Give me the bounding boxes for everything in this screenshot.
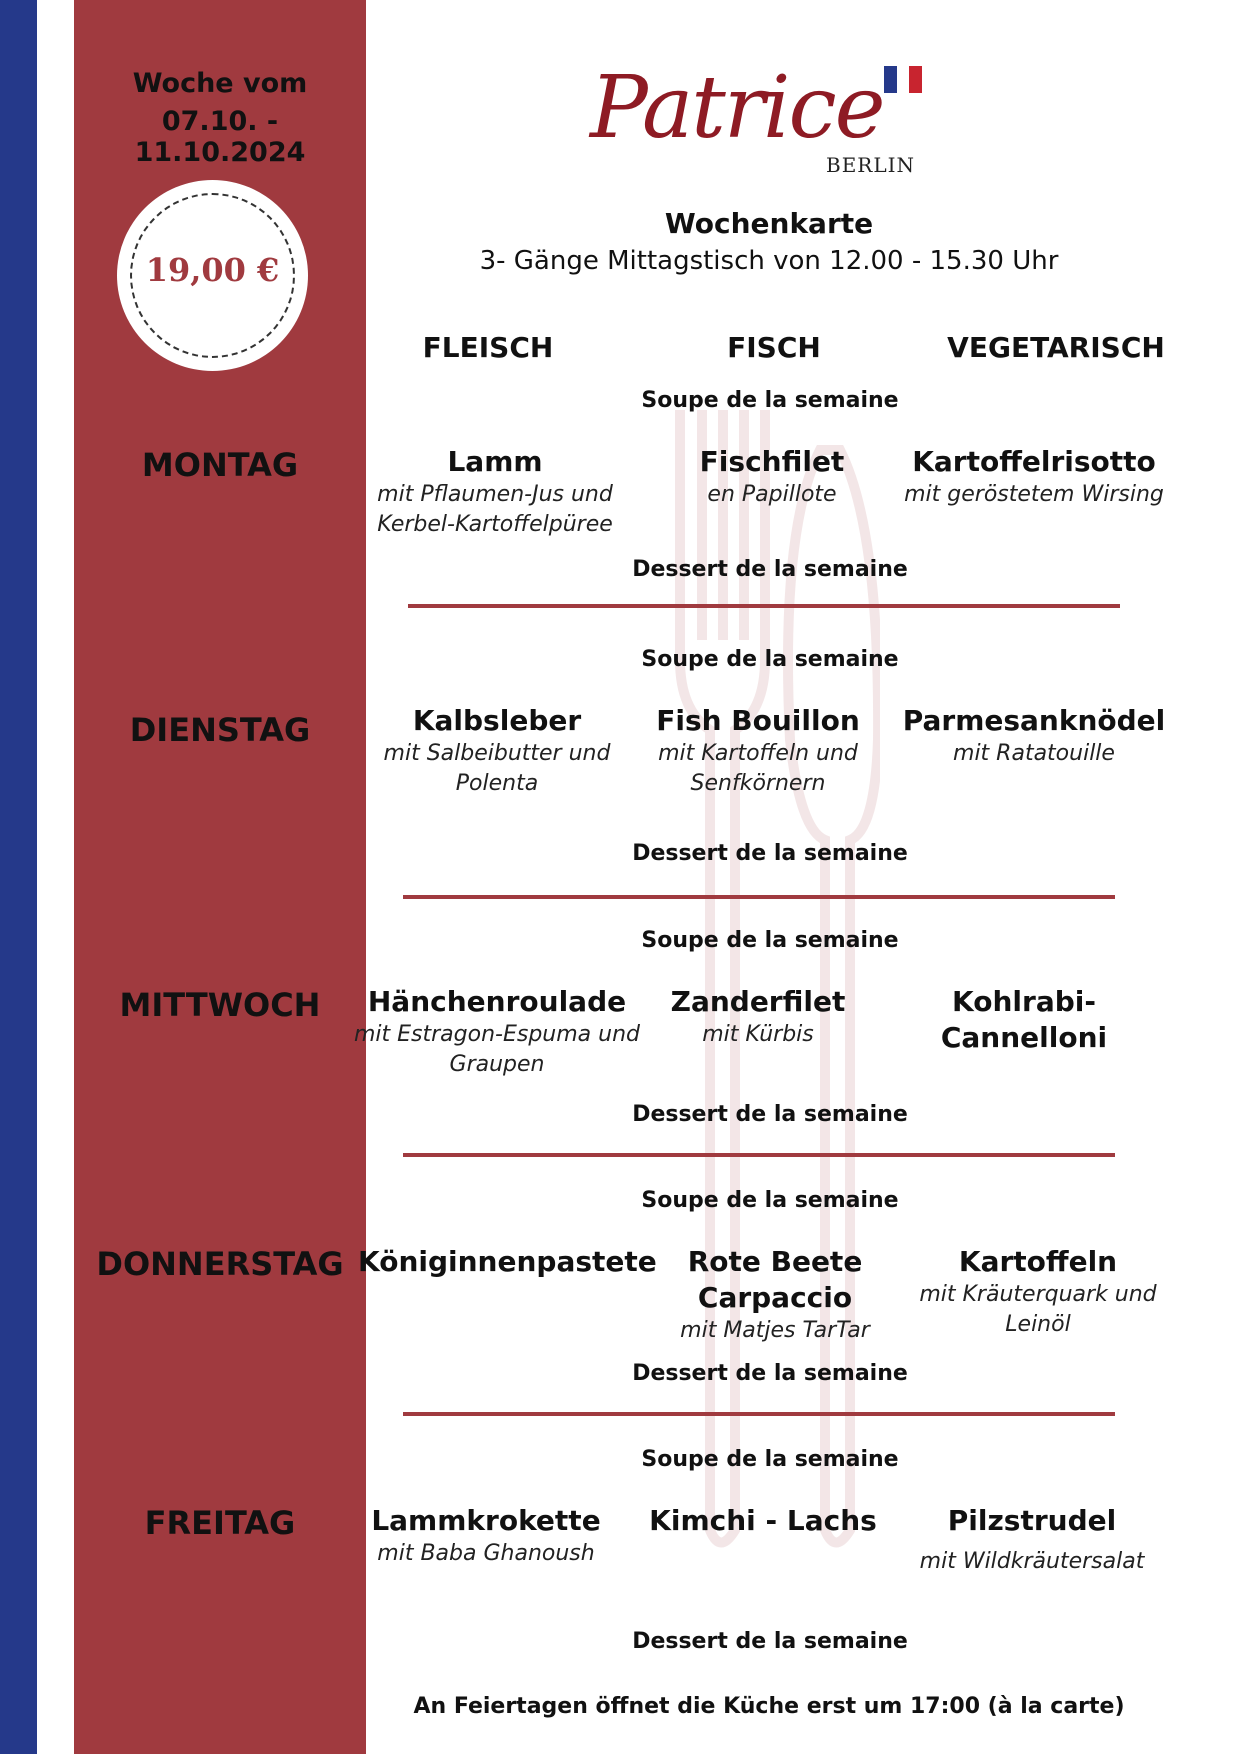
dish-description: mit Estragon-Espuma und Graupen [353, 1022, 640, 1077]
day-divider [403, 1153, 1115, 1157]
dish-meat [352, 703, 642, 799]
french-flag-icon [884, 66, 922, 93]
dish-vegetarian [872, 984, 1176, 1056]
dish-fish [630, 1244, 920, 1346]
day-divider [403, 1412, 1115, 1416]
dish-fish [618, 1503, 908, 1539]
blue-stripe [0, 0, 37, 1754]
page-subtitle: 3- Gänge Mittagstisch von 12.00 - 15.30 Uhr [479, 246, 1059, 276]
day-divider [408, 604, 1120, 608]
dish-description: en Papillote [707, 482, 837, 507]
holiday-notice: An Feiertagen öffnet die Küche erst um 17:00 (à la carte) [413, 1694, 1125, 1719]
category-fish: FISCH [727, 331, 821, 364]
dessert-label: Dessert de la semaine [632, 1629, 908, 1654]
day-divider [403, 895, 1115, 899]
dish-name: Lamm [447, 445, 543, 478]
dish-description: mit Matjes TarTar [680, 1318, 870, 1343]
dish-name: Parmesanknödel [902, 704, 1166, 737]
dish-description: mit geröstetem Wirsing [904, 482, 1164, 507]
dish-meat [350, 444, 640, 540]
dish-description: mit Kräuterquark und Leinöl [919, 1282, 1157, 1337]
day-label: MONTAG [141, 446, 299, 484]
price-badge [120, 183, 305, 368]
dish-meat [352, 984, 642, 1080]
dish-name: Fischfilet [699, 445, 845, 478]
dish-description: mit Baba Ghanoush [377, 1541, 595, 1566]
dish-vegetarian [893, 1244, 1183, 1340]
dish-name: Kartoffeln [958, 1245, 1118, 1278]
dish-vegetarian [884, 703, 1184, 769]
dish-name: Hänchenroulade [367, 985, 627, 1018]
dessert-label: Dessert de la semaine [632, 1102, 908, 1127]
dish-name: Pilzstrudel [947, 1504, 1117, 1537]
dish-name: Zanderfilet [670, 985, 846, 1018]
dish-name: Königinnenpastete [358, 1245, 657, 1278]
dish-name: Kimchi - Lachs [649, 1504, 877, 1537]
dish-meat [358, 1244, 657, 1280]
day-label: MITTWOCH [119, 986, 321, 1024]
dish-meat [341, 1503, 631, 1569]
dish-fish [613, 984, 903, 1050]
week-label: Woche vom [132, 68, 308, 99]
dish-name: Kohlrabi-Cannelloni [940, 985, 1108, 1054]
dish-vegetarian [884, 444, 1184, 510]
dish-description: mit Wildkräutersalat [919, 1549, 1145, 1574]
dessert-label: Dessert de la semaine [632, 1361, 908, 1386]
soup-label: Soupe de la semaine [641, 928, 899, 953]
day-label: DONNERSTAG [96, 1245, 344, 1283]
soup-label: Soupe de la semaine [641, 1447, 899, 1472]
category-vegetarian: VEGETARISCH [947, 331, 1165, 364]
dish-description: mit Pflaumen-Jus und Kerbel-Kartoffelpüree [377, 482, 613, 537]
day-label: FREITAG [144, 1504, 296, 1542]
dish-description: mit Salbeibutter und Polenta [383, 741, 611, 796]
dish-description: mit Kürbis [702, 1022, 814, 1047]
week-date-range: 07.10. - 11.10.2024 [134, 106, 306, 168]
dish-fish [613, 703, 903, 799]
dish-name: Fish Bouillon [656, 704, 860, 737]
dish-vegetarian [887, 1503, 1177, 1577]
page-title: Wochenkarte [664, 207, 874, 240]
dish-name: Kalbsleber [412, 704, 582, 737]
soup-label: Soupe de la semaine [641, 647, 899, 672]
price-value: 19,00 € [145, 251, 280, 289]
dessert-label: Dessert de la semaine [632, 557, 908, 582]
dish-name: Rote Beete Carpaccio [687, 1245, 863, 1314]
dish-description: mit Kartoffeln und Senfkörnern [658, 741, 858, 796]
category-meat: FLEISCH [422, 331, 554, 364]
dish-name: Lammkrokette [371, 1504, 601, 1537]
dish-name: Kartoffelrisotto [912, 445, 1156, 478]
dish-description: mit Ratatouille [953, 741, 1115, 766]
soup-label: Soupe de la semaine [641, 1188, 899, 1213]
logo-city: BERLIN [826, 153, 916, 177]
day-label: DIENSTAG [129, 711, 311, 749]
logo-wordmark: Patrice [590, 58, 884, 158]
dessert-label: Dessert de la semaine [632, 841, 908, 866]
dish-fish [627, 444, 917, 510]
soup-label: Soupe de la semaine [641, 388, 899, 413]
